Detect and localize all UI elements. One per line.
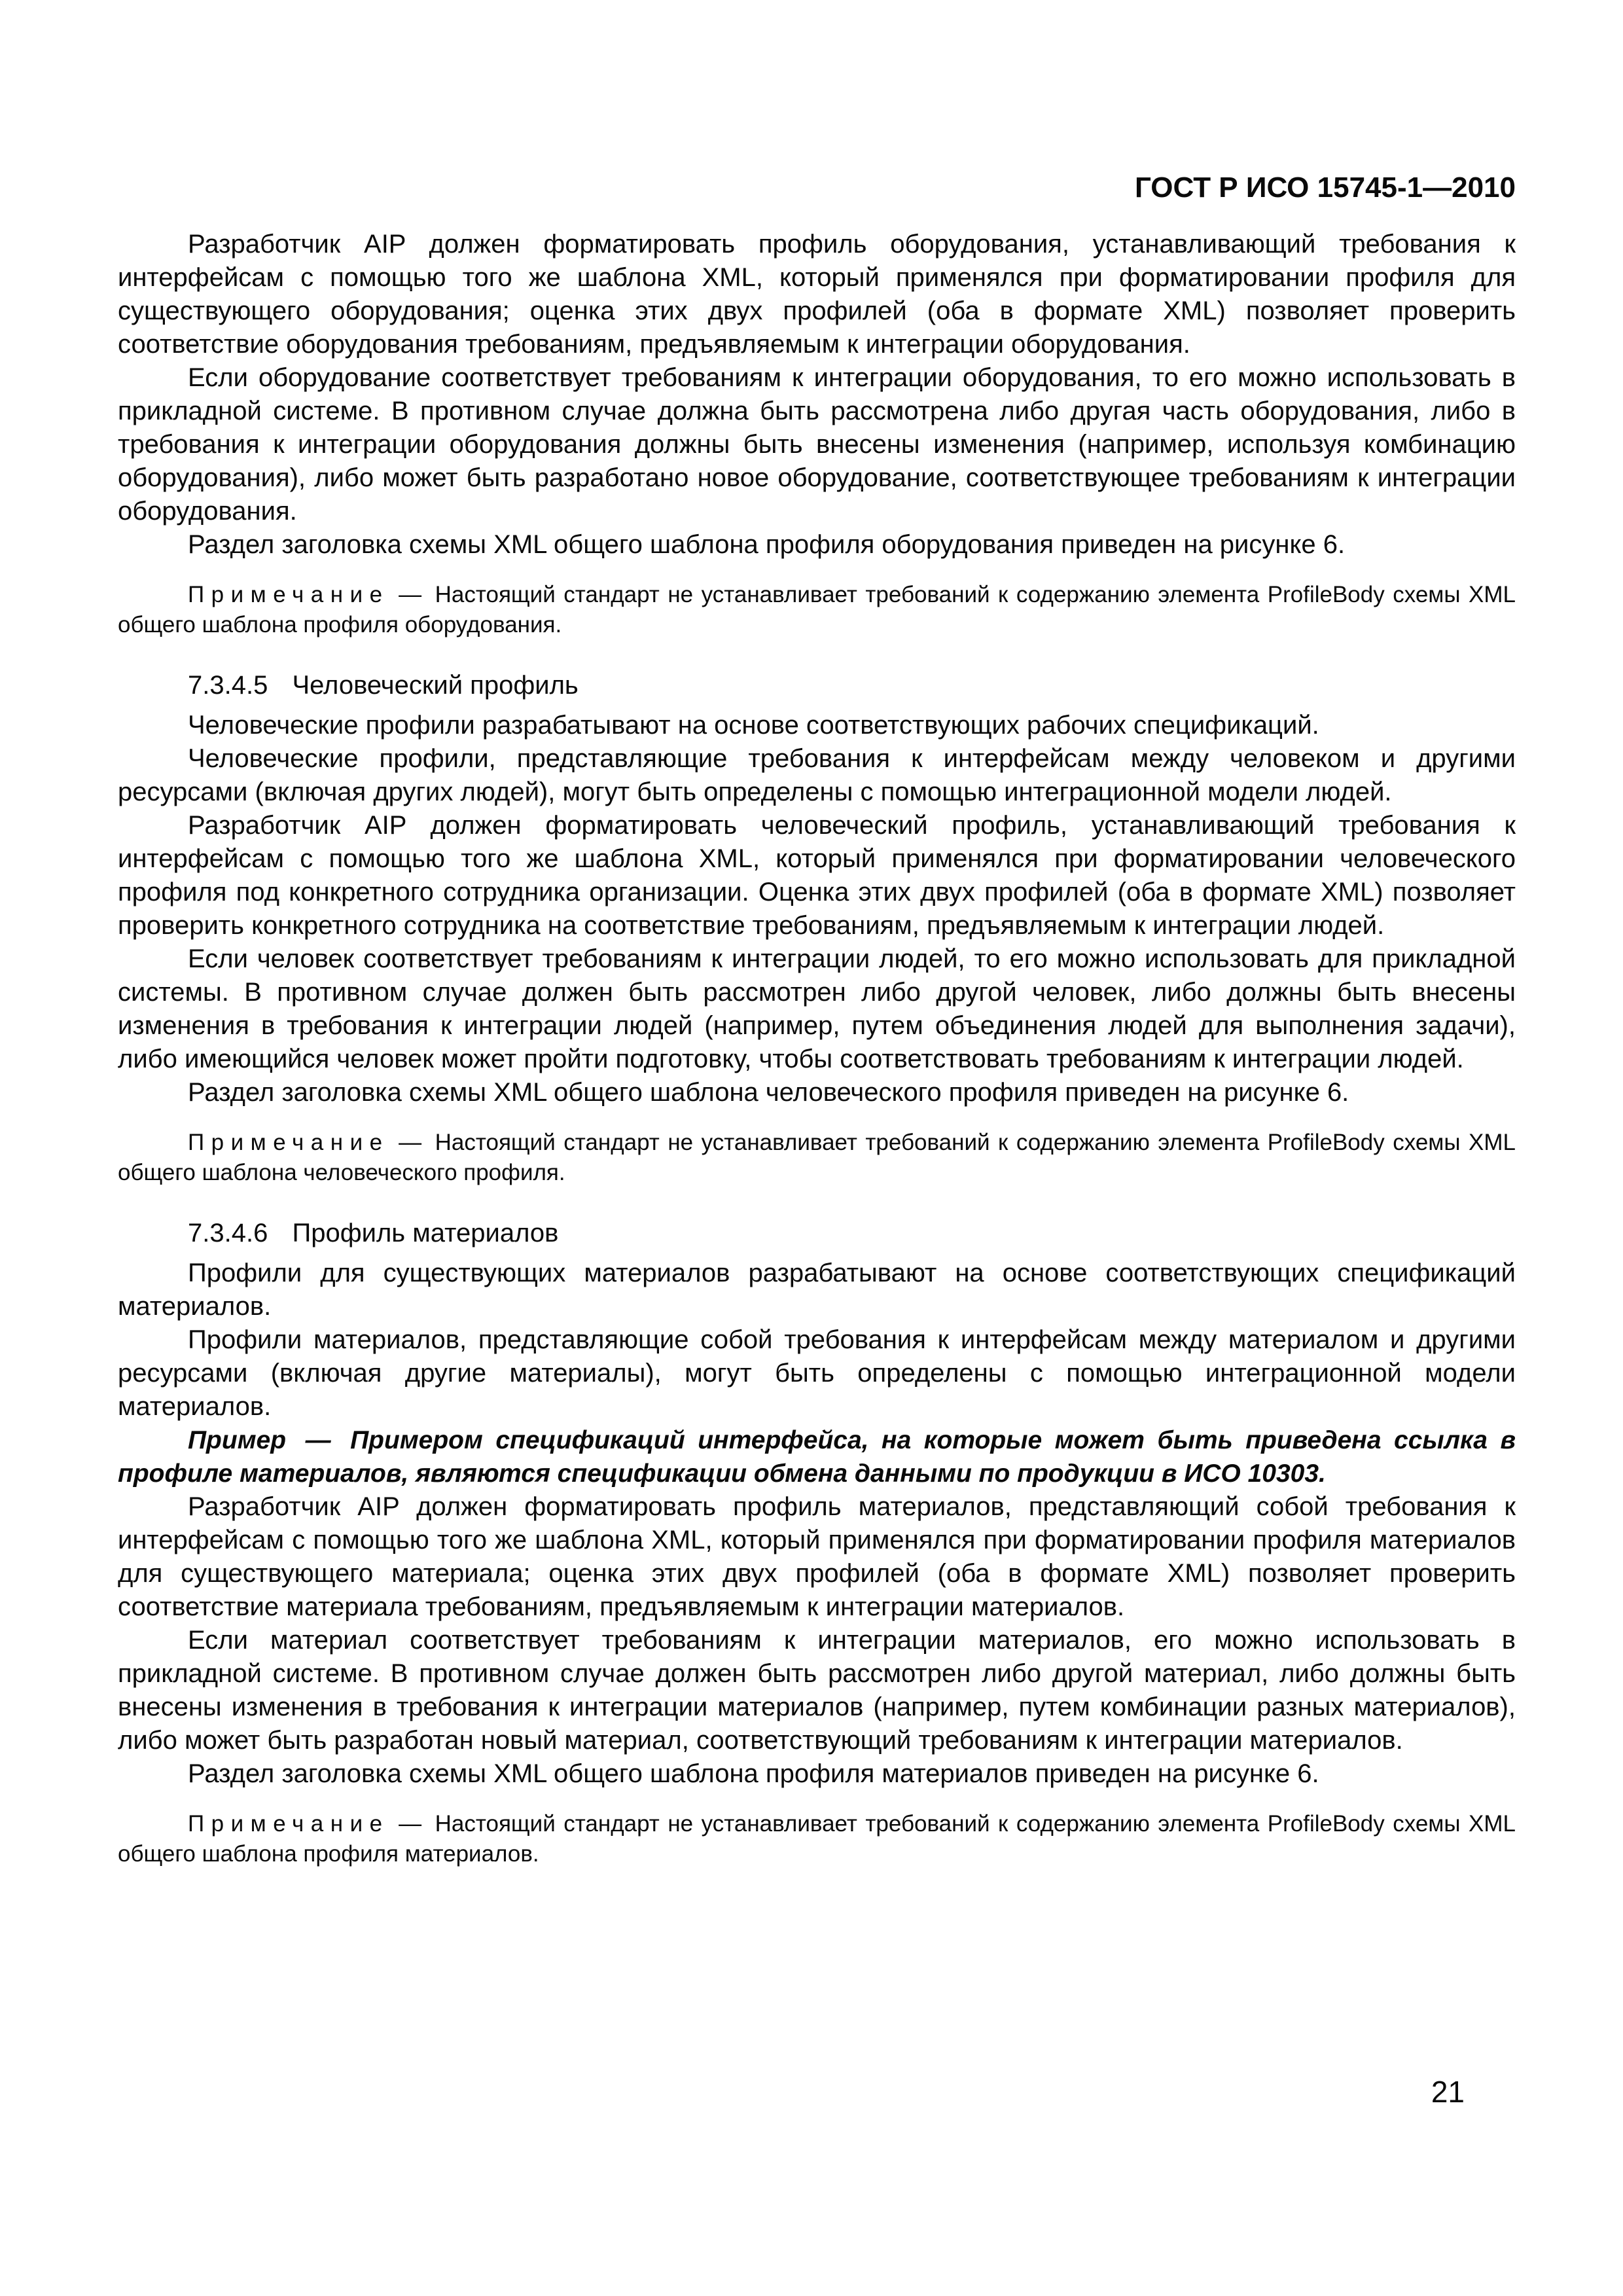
note-dash: — xyxy=(399,582,422,607)
paragraph-materials-interfaces: Профили материалов, представляющие собой требования к интерфейсам между материалом и другими ресурсами (включая другие материалы), могут быть определены с помощью интеграционной модели материалов. xyxy=(118,1325,1516,1421)
paragraph-human-interfaces: Человеческие профили, представляющие требования к интерфейсам между человеком и другими ресурсами (включая других людей), могут быть определены с помощью интеграционной модели людей. xyxy=(118,744,1516,806)
heading-human-profile xyxy=(118,669,1516,702)
paragraph-human-formatting: Разработчик AIP должен форматировать человеческий профиль, устанавливающий требования к интерфейсам с помощью того же шаблона XML, который применялся при форматировании человеческого профиля под конкретного сотрудника организации. Оценка этих двух профилей (оба в формате XML) позволяет проверить конкретного сотрудника на соответствие требованиям, предъявляемым к интеграции людей. xyxy=(118,811,1516,940)
note-human xyxy=(118,1128,1516,1188)
paragraph-human-conformance: Если человек соответствует требованиям к интеграции людей, то его можно использовать для прикладной системы. В противном случае должен быть рассмотрен либо другой человек, либо должны быть внесены изменения в требования к интеграции людей (например, путем объединения людей для выполнения задачи), либо имеющийся человек может пройти подготовку, чтобы соответствовать требованиям к интеграции людей. xyxy=(118,944,1516,1073)
paragraph-materials-conformance: Если материал соответствует требованиям к интеграции материалов, его можно использовать в прикладной системе. В противном случае должен быть рассмотрен либо другой материал, либо должны быть внесены изменения в требования к интеграции материалов (например, путем комбинации разных материалов), либо может быть разработан новый материал, соответствующий требованиям к интеграции материалов. xyxy=(118,1626,1516,1755)
note-equipment xyxy=(118,580,1516,640)
standard-designation: ГОСТ Р ИСО 15745-1—2010 xyxy=(1134,171,1516,204)
document-header xyxy=(118,171,1516,204)
document-page xyxy=(118,171,1516,1888)
note-text: Настоящий стандарт не устанавливает требований к содержанию элемента ProfileBody схемы XML общего шаблона профиля оборудования. xyxy=(118,582,1516,637)
note-text: Настоящий стандарт не устанавливает требований к содержанию элемента ProfileBody схемы XML общего шаблона человеческого профиля. xyxy=(118,1130,1516,1185)
note-label: Примечание xyxy=(188,1811,389,1837)
note-dash: — xyxy=(399,1130,422,1155)
example-text: Примером спецификаций интерфейса, на которые может быть приведена ссылка в профиле материалов, являются спецификации обмена данными по продукции в ИСО 10303. xyxy=(118,1426,1516,1488)
heading-number: 7.3.4.6 xyxy=(188,1219,268,1247)
example-label: Пример xyxy=(188,1426,287,1454)
heading-title: Профиль материалов xyxy=(292,1219,559,1247)
note-dash: — xyxy=(399,1811,422,1837)
note-materials xyxy=(118,1809,1516,1869)
paragraph-materials-develop: Профили для существующих материалов разрабатывают на основе соответствующих спецификаций материалов. xyxy=(118,1259,1516,1321)
note-text: Настоящий стандарт не устанавливает требований к содержанию элемента ProfileBody схемы XML общего шаблона профиля материалов. xyxy=(118,1811,1516,1867)
example-dash: — xyxy=(305,1426,331,1454)
paragraph-materials-formatting: Разработчик AIP должен форматировать профиль материалов, представляющий собой требования к интерфейсам с помощью того же шаблона XML, который применялся при форматировании профиля материалов для существующего материала; оценка этих двух профилей (оба в формате XML) позволяет проверить соответствие материала требованиям, предъявляемым к интеграции материалов. xyxy=(118,1492,1516,1621)
paragraph-equipment-conformance: Если оборудование соответствует требованиям к интеграции оборудования, то его можно использовать в прикладной системе. В противном случае должна быть рассмотрена либо другая часть оборудования, либо в требования к интеграции оборудования должны быть внесены изменения (например, используя комбинацию оборудования), либо может быть разработано новое оборудование, соответствующее требованиям к интеграции оборудования. xyxy=(118,363,1516,526)
paragraph-human-develop: Человеческие профили разрабатывают на основе соответствующих рабочих спецификаций. xyxy=(188,711,1319,740)
heading-title: Человеческий профиль xyxy=(292,671,579,700)
paragraph-equipment-formatting: Разработчик AIP должен форматировать профиль оборудования, устанавливающий требования к интерфейсам с помощью того же шаблона XML, который применялся при форматировании профиля для существующего оборудования; оценка этих двух профилей (оба в формате XML) позволяет проверить соответствие оборудования требованиям, предъявляемым к интеграции оборудования. xyxy=(118,230,1516,359)
paragraph-human-figure-ref: Раздел заголовка схемы XML общего шаблона человеческого профиля приведен на рисунке 6. xyxy=(188,1078,1349,1107)
heading-number: 7.3.4.5 xyxy=(188,671,268,700)
page-number: 21 xyxy=(1431,2075,1465,2109)
paragraph-materials-figure-ref: Раздел заголовка схемы XML общего шаблона профиля материалов приведен на рисунке 6. xyxy=(188,1759,1319,1788)
heading-materials-profile xyxy=(118,1217,1516,1250)
note-label: Примечание xyxy=(188,1130,389,1155)
example-materials xyxy=(118,1424,1516,1490)
note-label: Примечание xyxy=(188,582,389,607)
paragraph-equipment-figure-ref: Раздел заголовка схемы XML общего шаблона профиля оборудования приведен на рисунке 6. xyxy=(188,530,1346,559)
